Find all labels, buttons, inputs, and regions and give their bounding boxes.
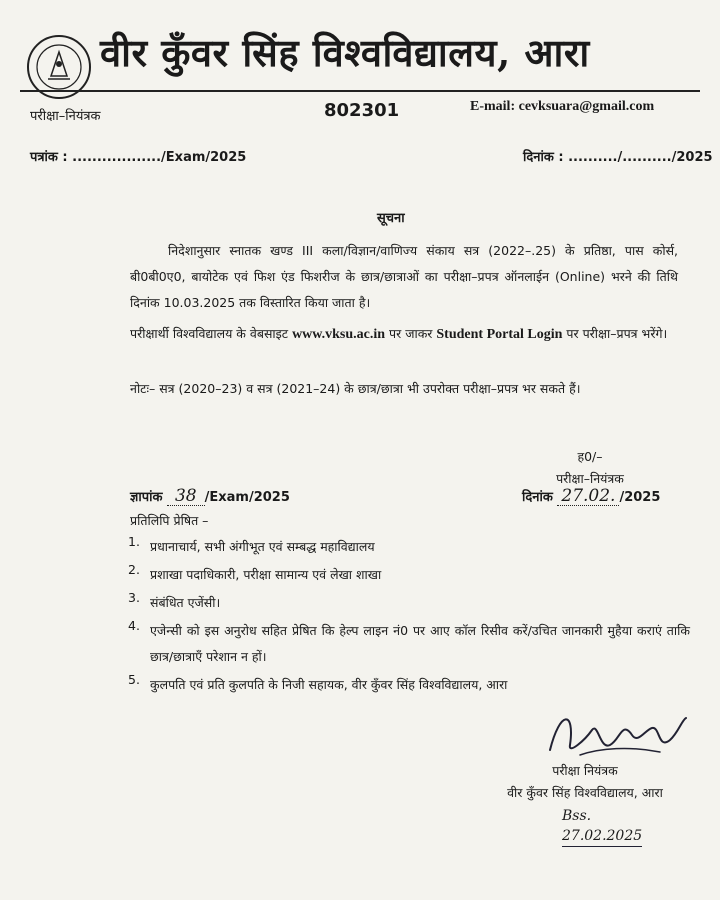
letter-number: पत्रांक : ................../Exam/2025 — [30, 150, 247, 165]
memo-label: ज्ञापांक — [130, 490, 163, 505]
handwritten-initials-date — [562, 806, 642, 847]
list-item-text: प्रशाखा पदाधिकारी, परीक्षा सामान्य एवं लेखा शाखा — [150, 567, 382, 582]
copy-to-title: प्रतिलिपि प्रेषित – — [130, 513, 209, 528]
memo-date-suffix: /2025 — [619, 490, 661, 505]
memo-suffix: /Exam/2025 — [204, 490, 290, 505]
list-item-text: संबंधित एजेंसी। — [150, 595, 221, 610]
notice-paragraph-1-text: निदेशानुसार स्नातक खण्ड III कला/विज्ञान/वाणिज्य संकाय सत्र (2022–.25) के प्रतिष्ठा, पास कोर्स, बी0बी0ए0, बायोटेक एवं फिश एंड फिशरीज के छात्र/छात्राओं का परीक्षा–प्रपत्र ऑनलाईन (Online) भरने की तिथि दिनांक 10.03.2025 तक विस्तारित किया जाता है। — [130, 243, 678, 310]
list-item-text: एजेन्सी को इस अनुरोध सहित प्रेषित कि हेल्प लाइन नं0 पर आए कॉल रिसीव करें/उचित जानकारी मुहैया कराएं ताकि छात्र/छात्राएँ परेशान न हों। — [150, 623, 690, 664]
header-divider — [20, 90, 700, 92]
list-item-text: प्रधानाचार्य, सभी अंगीभूत एवं सम्बद्ध महाविद्यालय — [150, 539, 375, 554]
handwritten-sign-date: 27.02.2025 — [562, 826, 642, 847]
list-item-number: 1. — [128, 534, 140, 549]
pincode: 802301 — [324, 100, 400, 121]
signature-block-1 — [540, 446, 640, 490]
signatory-designation: परीक्षा नियंत्रक — [552, 763, 618, 778]
list-item-text: कुलपति एवं प्रति कुलपति के निजी सहायक, वीर कुँवर सिंह विश्वविद्यालय, आरा — [150, 677, 508, 692]
memo-date-label: दिनांक — [522, 490, 553, 505]
office-name: परीक्षा–नियंत्रक — [30, 109, 101, 124]
para2-mid: पर जाकर — [385, 326, 437, 341]
memo-handwritten-date: 27.02. — [561, 486, 616, 506]
signatory-university: वीर कुँवर सिंह विश्वविद्यालय, आरा — [507, 785, 663, 800]
notice-note: नोटः– सत्र (2020–23) व सत्र (2021–24) के छात्र/छात्रा भी उपरोक्त परीक्षा–प्रपत्र भर सकते हैं। — [130, 381, 581, 396]
signatory-title: परीक्षा–नियंत्रक — [556, 471, 624, 486]
notice-title: सूचना — [377, 211, 405, 226]
email-address[interactable]: E-mail: cevksuara@gmail.com — [470, 99, 655, 114]
signed-mark: ह0/– — [577, 449, 603, 464]
list-item-number: 3. — [128, 590, 140, 605]
memo-number — [130, 486, 290, 506]
letter-date: दिनांक : ........../........../2025 — [523, 150, 713, 165]
notice-paragraph-1 — [130, 238, 678, 316]
university-name: वीर कुँवर सिंह विश्वविद्यालय, आरा — [100, 30, 590, 75]
website-link[interactable]: www.vksu.ac.in — [292, 327, 386, 342]
para2-suffix: पर परीक्षा–प्रपत्र भरेंगे। — [562, 326, 668, 341]
memo-date — [522, 486, 660, 506]
notice-paragraph-2 — [130, 321, 678, 348]
memo-handwritten-number: 38 — [174, 486, 197, 506]
student-portal-login: Student Portal Login — [436, 327, 563, 342]
list-item-number: 2. — [128, 562, 140, 577]
para2-prefix: परीक्षार्थी विश्वविद्यालय के वेबसाइट — [130, 326, 293, 341]
list-item-number: 5. — [128, 672, 140, 687]
list-item-number: 4. — [128, 618, 140, 633]
handwritten-initials: Bss. — [562, 808, 592, 824]
signature-block-2 — [480, 760, 690, 804]
